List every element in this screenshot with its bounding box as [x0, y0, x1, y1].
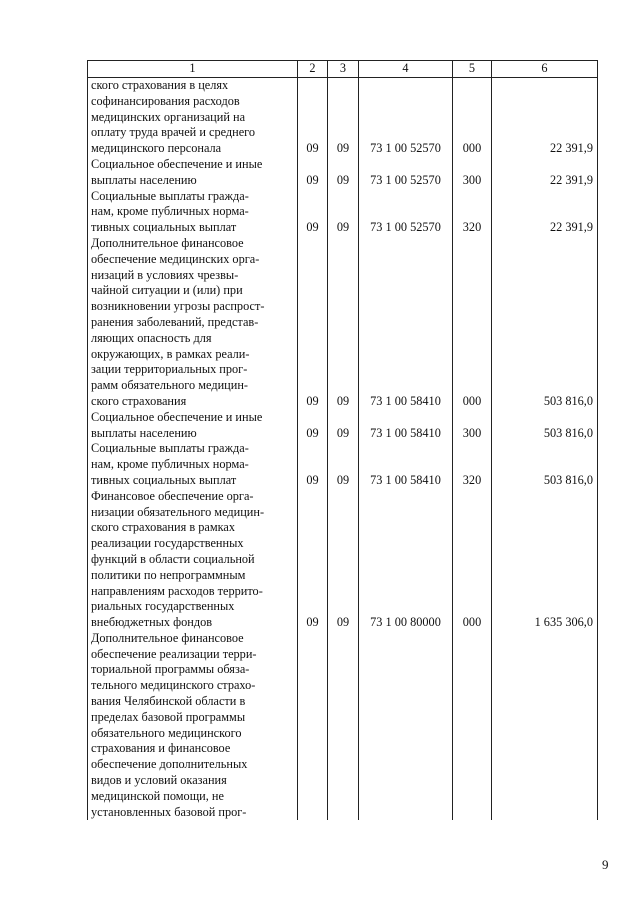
table-row	[88, 410, 598, 442]
cell-subsection: 09	[328, 78, 359, 157]
column-header: 5	[453, 61, 492, 78]
cell-amount: 22 391,9	[492, 189, 598, 236]
cell-expense-type: 300	[453, 410, 492, 442]
cell-expense-type: 000	[453, 489, 492, 631]
cell-amount: 503 816,0	[492, 236, 598, 410]
cell-expense-type: 300	[453, 157, 492, 189]
row-description: Дополнительное финансовое обеспечение реализации терри- ториальной программы обяза- тельного медицинского страхо- вания Челябинской области в пределах базовой программы обязательного медицинского страхования и финансовое обеспечение дополнительных видов и условий оказания медицинской помощи, не установленных базовой прог-	[88, 631, 298, 821]
table-row	[88, 78, 598, 157]
cell-subsection: 09	[328, 441, 359, 488]
cell-subsection	[328, 631, 359, 821]
cell-target-code: 73 1 00 58410	[359, 410, 453, 442]
row-description: Дополнительное финансовое обеспечение медицинских орга- низаций в условиях чрезвы- чайной ситуации и (или) при возникновении угрозы распрост- ранения заболеваний, представ- ляющих опасность для окружающих, в рамках реали- зации территориальных прог- рамм обязательного медицин- ского страхования	[88, 236, 298, 410]
row-description: Социальные выплаты гражда- нам, кроме публичных норма- тивных социальных выплат	[88, 189, 298, 236]
cell-expense-type: 320	[453, 189, 492, 236]
cell-target-code	[359, 631, 453, 821]
cell-target-code: 73 1 00 80000	[359, 489, 453, 631]
column-header: 4	[359, 61, 453, 78]
cell-expense-type: 000	[453, 78, 492, 157]
table-row	[88, 631, 598, 821]
table-row	[88, 236, 598, 410]
cell-section: 09	[298, 157, 328, 189]
table-row	[88, 157, 598, 189]
column-header: 3	[328, 61, 359, 78]
budget-table	[87, 60, 598, 820]
cell-amount: 22 391,9	[492, 78, 598, 157]
cell-subsection: 09	[328, 157, 359, 189]
cell-amount: 1 635 306,0	[492, 489, 598, 631]
cell-section: 09	[298, 189, 328, 236]
cell-section: 09	[298, 236, 328, 410]
cell-section: 09	[298, 78, 328, 157]
cell-section: 09	[298, 489, 328, 631]
cell-subsection: 09	[328, 189, 359, 236]
cell-amount: 503 816,0	[492, 441, 598, 488]
cell-subsection: 09	[328, 489, 359, 631]
cell-target-code: 73 1 00 52570	[359, 189, 453, 236]
cell-section	[298, 631, 328, 821]
cell-section: 09	[298, 441, 328, 488]
cell-expense-type: 320	[453, 441, 492, 488]
column-header: 6	[492, 61, 598, 78]
cell-subsection: 09	[328, 410, 359, 442]
cell-target-code: 73 1 00 52570	[359, 78, 453, 157]
table-header-row	[88, 61, 598, 78]
cell-subsection: 09	[328, 236, 359, 410]
column-header: 2	[298, 61, 328, 78]
table-row	[88, 489, 598, 631]
cell-amount	[492, 631, 598, 821]
cell-amount: 503 816,0	[492, 410, 598, 442]
column-header: 1	[88, 61, 298, 78]
table-row	[88, 441, 598, 488]
row-description: Социальные выплаты гражда- нам, кроме публичных норма- тивных социальных выплат	[88, 441, 298, 488]
row-description: Финансовое обеспечение орга- низации обязательного медицин- ского страхования в рамках реализации государственных функций в области социальной политики по непрограммным направлениям расходов террито- риальных государственных внебюджетных фондов	[88, 489, 298, 631]
cell-target-code: 73 1 00 58410	[359, 441, 453, 488]
row-description: Социальное обеспечение и иные выплаты населению	[88, 410, 298, 442]
row-description: ского страхования в целях софинансирования расходов медицинских организаций на оплату труда врачей и среднего медицинского персонала	[88, 78, 298, 157]
cell-amount: 22 391,9	[492, 157, 598, 189]
table-row	[88, 189, 598, 236]
cell-expense-type: 000	[453, 236, 492, 410]
row-description: Социальное обеспечение и иные выплаты населению	[88, 157, 298, 189]
cell-target-code: 73 1 00 52570	[359, 157, 453, 189]
page-number: 9	[602, 857, 609, 872]
cell-target-code: 73 1 00 58410	[359, 236, 453, 410]
cell-section: 09	[298, 410, 328, 442]
cell-expense-type	[453, 631, 492, 821]
